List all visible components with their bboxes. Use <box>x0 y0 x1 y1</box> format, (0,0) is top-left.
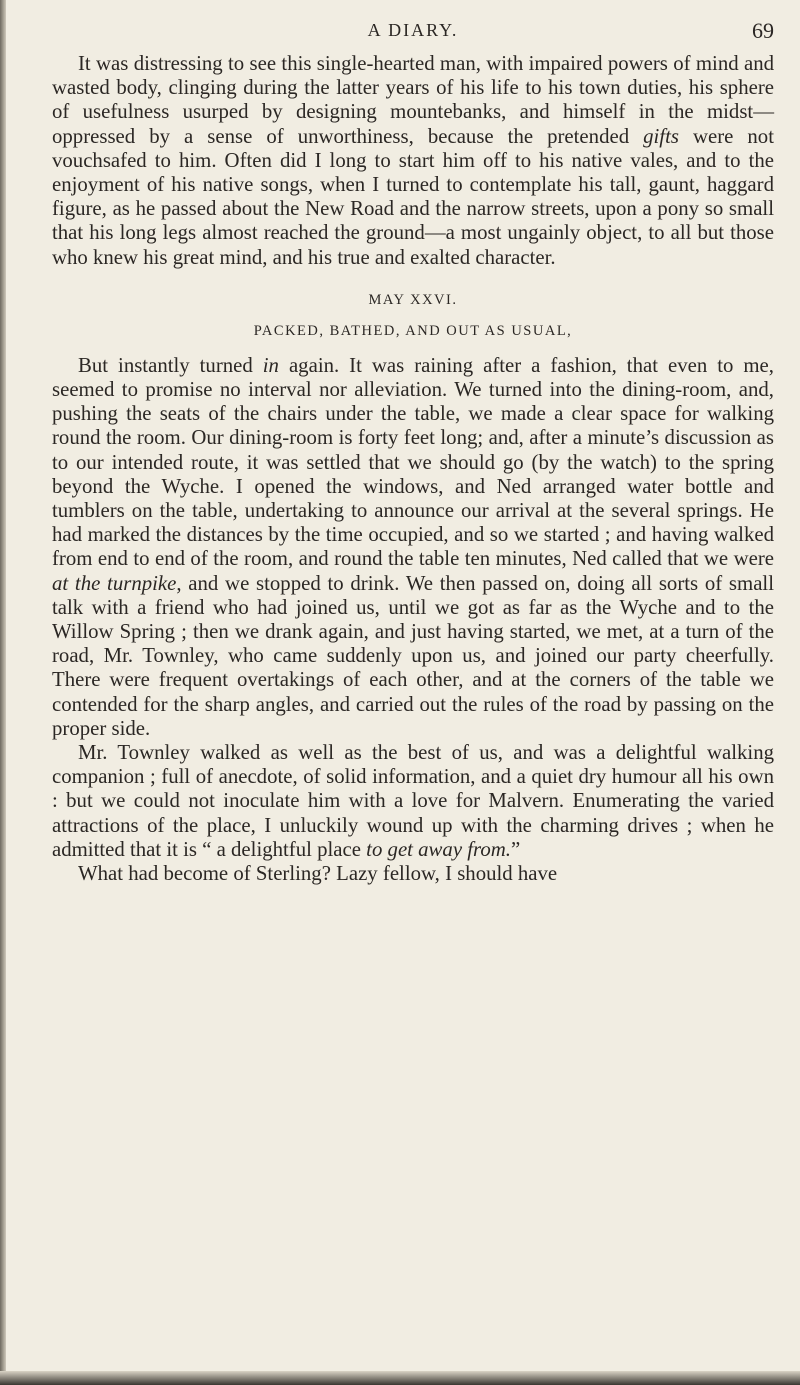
paragraph-1-text-a: It was distressing to see this single-hearted man, with impaired powers of mind and wasted body, clinging during the latter years of his life to his town duties, his sphere of usefulness usurped by designing mountebanks, and himself in the midst—oppressed by a sense of unworthiness, because the pretended <box>52 52 774 148</box>
running-head <box>52 18 774 52</box>
page-bottom-edge <box>0 1371 800 1385</box>
paragraph-1-text-b: were not vouchsafed to him. Often did I long to start him off to his native vales, and to the enjoyment of his native songs, when I turned to contemplate his tall, gaunt, haggard figure, as he passed about the New Road and the narrow streets, upon a pony so small that his long legs almost reached the ground—a most ungainly object, to all but those who knew his great mind, and his true and exalted character. <box>52 124 774 269</box>
paragraph-2-text-b: again. It was raining after a fashion, that even to me, seemed to promise no interval nor alleviation. We turned into the dining-room, and, pushing the seats of the chairs under the table, we made a clear space for walking round the room. Our dining-room is forty feet long; and, after a minute’s discussion as to our intended route, it was settled that we should go (by the watch) to the spring beyond the Wyche. I opened the windows, and Ned arranged water bottle and tumblers on the table, undertaking to announce our arrival at the several springs. He had marked the distances by the time occupied, and so we started ; and having walked from end to end of the room, and round the table ten minutes, Ned called that we were <box>52 353 774 571</box>
paragraph-3-italic-get-away: to get away from. <box>366 837 511 861</box>
page-number: 69 <box>752 18 774 43</box>
entry-sub-heading: PACKED, BATHED, AND OUT AS USUAL, <box>253 322 573 339</box>
paragraph-2-text-c: , and we stopped to drink. We then passed on, doing all sorts of small talk with a friend who had joined us, until we got as far as the Wyche and to the Willow Spring ; then we drank again, and just having started, we met, at a turn of the road, Mr. Townley, who came suddenly upon us, and joined our party cheerfully. There were frequent overtakings of each other, and at the corners of the table we contended for the sharp angles, and carried out the rules of the road by passing on the proper side. <box>52 571 774 740</box>
paragraph-3-text-b: ” <box>510 837 521 861</box>
paragraph-1-italic-gifts: gifts <box>643 124 679 148</box>
paragraph-1 <box>52 52 774 270</box>
book-page <box>52 18 774 886</box>
paragraph-4 <box>52 862 774 886</box>
running-title: A DIARY. <box>367 20 459 40</box>
body-text <box>52 52 774 886</box>
book-spine-shadow <box>0 0 6 1385</box>
paragraph-2-text-a: But instantly turned <box>78 353 263 377</box>
paragraph-2 <box>52 354 774 741</box>
paragraph-3-text-a: Mr. Townley walked as well as the best of us, and was a delightful walking companion ; full of anecdote, of solid information, and a quiet dry humour all his own : but we could not inoculate him with a love for Malvern. Enumerating the varied attractions of the place, I unluckily wound up with the charming drives ; when he admitted that it is “ a delightful place <box>52 741 774 861</box>
paragraph-2-italic-in: in <box>262 353 279 377</box>
paragraph-4-text: What had become of Sterling? Lazy fellow, I should have <box>78 862 558 886</box>
paragraph-2-italic-turnpike: at the turnpike <box>52 571 177 595</box>
date-heading: MAY XXVI. <box>368 291 458 308</box>
paragraph-3 <box>52 741 774 862</box>
